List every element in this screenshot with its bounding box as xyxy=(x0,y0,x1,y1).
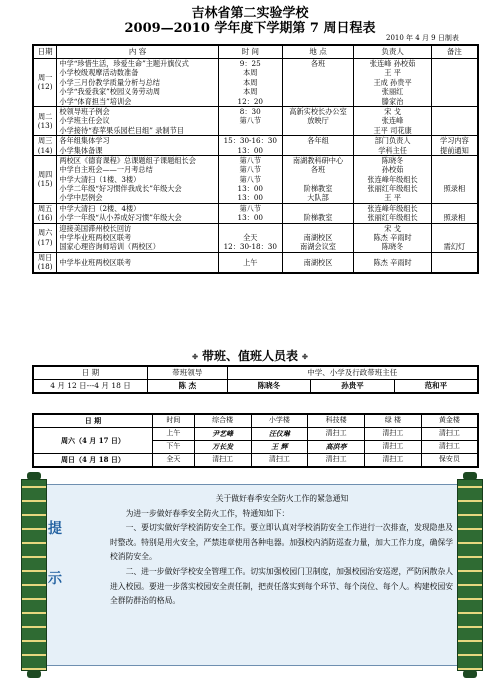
schedule-day xyxy=(33,136,57,156)
schedule-places-line xyxy=(283,204,354,213)
schedule-notes-cell xyxy=(431,136,478,156)
schedule-places-line xyxy=(283,175,354,184)
duty-header-date: 日 期 xyxy=(33,366,147,380)
weekend-cell: 清扫工 xyxy=(421,441,478,454)
schedule-times-line xyxy=(219,224,282,233)
schedule-notes-cell xyxy=(431,106,478,135)
schedule-places-cell xyxy=(282,136,354,156)
notice-line: 为进一步做好春季安全防火工作，特通知如下： xyxy=(125,508,290,518)
schedule-people-line: 张连峰 xyxy=(381,116,404,126)
schedule-times-line: 本周 xyxy=(243,68,258,78)
schedule-items-line: 小学校级观摩活动数准备 xyxy=(59,68,139,78)
schedule-day xyxy=(33,203,57,223)
schedule-people-line: 孙校茹 xyxy=(381,165,404,175)
schedule-people-line: 宋 戈 xyxy=(384,223,401,233)
schedule-day xyxy=(33,223,57,252)
schedule-notes-line xyxy=(432,126,477,135)
day-number: (14) xyxy=(37,145,53,155)
schedule-places-line xyxy=(283,68,354,77)
duty-manager-3: 范和平 xyxy=(394,380,478,394)
weekend-cell: 高洪亭 xyxy=(308,441,365,454)
schedule-people-line: 陈杰 辛雨时 xyxy=(373,257,412,267)
schedule-notes-line: 提前通知 xyxy=(440,145,469,155)
notice-title: 关于做好春季安全防火工作的紧急通知 xyxy=(215,494,349,503)
weekend-cell: 清扫工 xyxy=(308,454,365,468)
weekend-cell: 清扫工 xyxy=(308,428,365,441)
weekend-cell: 万长发 xyxy=(194,441,251,454)
schedule-items-line: 小学中层例会 xyxy=(59,193,103,203)
schedule-header-cell: 地 点 xyxy=(282,45,354,59)
schedule-notes-line xyxy=(432,224,477,233)
weekend-header-time: 时间 xyxy=(152,414,194,428)
day-number: (18) xyxy=(37,262,53,272)
schedule-times-line: 13：00 xyxy=(237,145,263,155)
duty-header-managers: 中学、小学及行政带班主任 xyxy=(227,366,478,380)
schedule-people-line: 陈杰 辛雨时 xyxy=(373,233,412,243)
schedule-people-cell xyxy=(354,223,431,252)
weekend-header-b5: 黄金楼 xyxy=(421,414,478,428)
schedule-items-cell xyxy=(57,59,219,107)
schedule-times-line: 13：00 xyxy=(237,184,263,194)
schedule-people-line: 王平 司花康 xyxy=(373,125,412,135)
schedule-places-cell xyxy=(282,223,354,252)
schedule-header-cell: 日期 xyxy=(33,45,57,59)
schedule-people-line: 张丽红年级组长 xyxy=(367,184,418,194)
weekend-cell: 汪仪琳 xyxy=(251,428,308,441)
schedule-items-line: 两校区《德育课程》总课题组子课题组长会 xyxy=(59,155,196,165)
schedule-times-line: 全天 xyxy=(243,233,258,243)
schedule-places-line: 阶梯教室 xyxy=(303,184,333,194)
schedule-notes-line xyxy=(432,107,477,116)
schedule-notes-line xyxy=(432,68,477,77)
schedule-notes-line xyxy=(432,258,477,267)
schedule-notes-line xyxy=(432,165,477,174)
day-label: 周一 xyxy=(37,73,53,83)
weekend-cell: 清扫工 xyxy=(251,454,308,468)
schedule-row xyxy=(33,252,478,272)
weekend-cell: 清扫工 xyxy=(364,441,421,454)
schedule-notes-line: 需幻灯 xyxy=(443,242,466,252)
schedule-places-line: 南湖校区 xyxy=(303,233,333,243)
schedule-notes-line xyxy=(432,97,477,106)
weekend-header-b3: 科技楼 xyxy=(308,414,365,428)
schedule-notes-line xyxy=(432,233,477,242)
schedule-places-line xyxy=(283,97,354,106)
day-number: (15) xyxy=(37,179,53,189)
date-note: 2010 年 4 月 9 日制表 xyxy=(386,34,459,42)
schedule-items-line: 小学“我爱我家”校园义务劳动周 xyxy=(59,87,161,97)
schedule-places-line: 南湖会议室 xyxy=(300,242,336,252)
schedule-times-cell xyxy=(218,155,282,203)
schedule-notes-line xyxy=(432,116,477,125)
weekend-header-b1: 综合楼 xyxy=(194,414,251,428)
schedule-people-cell xyxy=(354,136,431,156)
schedule-row xyxy=(33,59,478,107)
schedule-places-line: 各班 xyxy=(310,59,326,68)
weekend-cell: 清扫工 xyxy=(364,428,421,441)
notice-line: 二、进一步做好学校安全管理工作。切实加强校园门卫制度，加强校园治安巡逻，严防闲散杂人进入校园。要进一步落实校园安全责任制，把责任落实到每个环节、每个岗位、每个人。构建校园安全群防群治的格局。 xyxy=(110,566,454,606)
day-number: (12) xyxy=(37,82,53,92)
schedule-times-line: 本周 xyxy=(243,87,258,97)
weekend-cell: 清扫工 xyxy=(421,428,478,441)
weekend-duty-table xyxy=(32,413,479,468)
schedule-places-line: 阶梯教室 xyxy=(303,213,333,223)
day-number: (16) xyxy=(37,213,53,223)
schedule-items-line: 国家心理咨询师培训（两校区） xyxy=(59,242,160,252)
schedule-items-cell xyxy=(57,252,219,272)
schedule-places-line: 各年组 xyxy=(307,136,329,146)
schedule-times-line xyxy=(219,126,282,135)
notice-line: 一、要切实做好学校消防安全工作。要立即认真对学校消防安全工作进行一次排查，发现隐患及时整改。特别是用火安全，严禁违章使用各种电器。加强校内消防巡查力量，加大工作力度，确保学校消防安全。 xyxy=(110,523,454,562)
schedule-places-cell xyxy=(282,252,354,272)
schedule-times-line: 本周 xyxy=(243,77,258,87)
schedule-items-line: 中学大清扫（1楼、3楼） xyxy=(59,174,141,184)
schedule-notes-line: 照录相 xyxy=(443,213,466,223)
schedule-notes-cell xyxy=(431,155,478,203)
schedule-times-line: 9：25 xyxy=(239,59,261,68)
day-label: 周六 xyxy=(37,228,53,238)
schedule-places-cell xyxy=(282,155,354,203)
schedule-notes-line xyxy=(432,193,477,202)
schedule-times-line: 第八节 xyxy=(239,116,262,126)
schedule-notes-cell xyxy=(431,203,478,223)
schedule-title: 2009—2010 学年度下学期第 7 周日程表 xyxy=(124,21,376,36)
duty-leader: 陈 杰 xyxy=(147,380,227,394)
schedule-times-cell xyxy=(218,203,282,223)
schedule-items-line: 小学三月份教学质量分析与总结 xyxy=(59,77,160,87)
schedule-header-cell: 时 间 xyxy=(218,45,282,59)
schedule-people-cell xyxy=(354,106,431,135)
weekend-cell: 清扫工 xyxy=(364,454,421,468)
schedule-people-cell xyxy=(354,155,431,203)
schedule-notes-line xyxy=(432,78,477,87)
schedule-notes-line xyxy=(432,87,477,96)
schedule-people-line: 王成 孙贵平 xyxy=(373,77,412,87)
schedule-items-line: 小学一年级“从小养成好习惯”年级大会 xyxy=(59,213,182,223)
school-title: 吉林省第二实验学校 xyxy=(191,6,309,21)
schedule-items-line: 中学毕业班两校区联考 xyxy=(59,233,132,243)
weekend-cell: 王 辉 xyxy=(251,441,308,454)
schedule-times-cell xyxy=(218,136,282,156)
schedule-row xyxy=(33,106,478,135)
weekend-header-b2: 小学楼 xyxy=(251,414,308,428)
schedule-people-line: 张连峰 孙校茹 xyxy=(369,59,416,68)
schedule-times-line: 13：00 xyxy=(237,213,263,223)
schedule-items-line: 小学接待“春苹果乐园栏目组” 录制节目 xyxy=(59,125,184,135)
schedule-places-cell xyxy=(282,59,354,107)
schedule-times-line: 第八节 xyxy=(239,155,262,165)
weekend-saturday: 周六（4 月 17 日） xyxy=(33,428,152,454)
schedule-places-line xyxy=(283,87,354,96)
scroll-rod-right xyxy=(457,479,483,671)
schedule-people-line: 宋 戈 xyxy=(384,106,401,116)
schedule-notes-cell xyxy=(431,223,478,252)
schedule-people-cell xyxy=(354,59,431,107)
schedule-items-line: 中学毕业班两校区联考 xyxy=(59,257,132,267)
schedule-places-line xyxy=(283,126,354,135)
schedule-header-cell: 负责人 xyxy=(354,45,431,59)
schedule-places-line: 南湖校区 xyxy=(303,257,333,267)
duty-header-leader: 带班领导 xyxy=(147,366,227,380)
schedule-people-line: 滕家治 xyxy=(381,96,404,106)
schedule-people-line: 王 平 xyxy=(384,68,401,78)
schedule-day xyxy=(33,155,57,203)
weekend-cell: 尹艺峰 xyxy=(194,428,251,441)
schedule-items-cell xyxy=(57,223,219,252)
day-number: (13) xyxy=(37,121,53,131)
schedule-notes-cell xyxy=(431,59,478,107)
day-label: 周三 xyxy=(37,136,53,146)
notice-label-shi: 示 xyxy=(48,571,62,587)
schedule-table xyxy=(32,44,479,274)
schedule-items-cell xyxy=(57,106,219,135)
schedule-people-line: 陈晓冬 xyxy=(381,155,404,165)
notice-label-ti: 提 xyxy=(48,521,62,537)
schedule-items-cell xyxy=(57,155,219,203)
weekend-sunday: 周日（4 月 18 日） xyxy=(33,454,152,468)
schedule-header-cell: 内 容 xyxy=(57,45,219,59)
schedule-items-line: 迎接美国滞州校长回访 xyxy=(59,223,132,233)
schedule-notes-line xyxy=(432,156,477,165)
schedule-times-cell xyxy=(218,223,282,252)
schedule-times-line: 上午 xyxy=(243,257,258,267)
schedule-people-line: 张丽红 xyxy=(381,87,404,97)
schedule-items-line: 小学二年级“好习惯伴我成长”年级大会 xyxy=(59,184,182,194)
weekend-cell: 清扫工 xyxy=(194,454,251,468)
schedule-items-line: 小学集体备课 xyxy=(59,145,103,155)
duty-title: ✤ 带班、值班人员表 ✤ xyxy=(0,347,500,364)
schedule-places-line xyxy=(283,78,354,87)
schedule-day xyxy=(33,106,57,135)
weekend-time: 全天 xyxy=(152,454,194,468)
weekend-cell: 保安员 xyxy=(421,454,478,468)
schedule-places-line xyxy=(283,146,354,155)
schedule-times-line: 15：30-16：30 xyxy=(223,136,277,146)
schedule-times-line: 13：00 xyxy=(237,193,263,203)
schedule-notes-line: 照录相 xyxy=(443,184,466,194)
schedule-notes-cell xyxy=(431,252,478,272)
schedule-day xyxy=(33,252,57,272)
duty-date: 4 月 12 日---4 月 18 日 xyxy=(33,380,147,394)
schedule-items-line: 中学“珍惜生活，珍爱生命”主题升旗仪式 xyxy=(59,59,189,68)
schedule-people-cell xyxy=(354,252,431,272)
schedule-row xyxy=(33,223,478,252)
schedule-items-cell xyxy=(57,203,219,223)
schedule-people-line: 王 平 xyxy=(384,193,401,203)
schedule-people-line: 学科主任 xyxy=(378,145,407,155)
weekend-time: 上午 xyxy=(152,428,194,441)
day-label: 周日 xyxy=(37,252,53,262)
day-label: 周二 xyxy=(37,111,53,121)
schedule-notes-line xyxy=(432,59,477,68)
schedule-places-line: 各班 xyxy=(310,165,326,175)
schedule-row xyxy=(33,155,478,203)
schedule-times-cell xyxy=(218,106,282,135)
schedule-places-line xyxy=(283,224,354,233)
schedule-items-line: 各年组集体学习 xyxy=(59,136,110,146)
schedule-places-line: 放映厅 xyxy=(307,116,329,126)
schedule-places-cell xyxy=(282,106,354,135)
duty-manager-2: 孙贵平 xyxy=(311,380,395,394)
day-label: 周五 xyxy=(37,203,53,213)
schedule-items-line: 中学大清扫（2楼、4楼） xyxy=(59,203,141,213)
schedule-places-line: 高新实校长办公室 xyxy=(289,106,347,116)
schedule-times-cell xyxy=(218,59,282,107)
schedule-header-row xyxy=(33,45,478,59)
schedule-items-cell xyxy=(57,136,219,156)
schedule-header-cell: 备注 xyxy=(431,45,478,59)
day-label: 周四 xyxy=(37,169,53,179)
day-number: (17) xyxy=(37,237,53,247)
schedule-times-cell xyxy=(218,252,282,272)
notice-text xyxy=(110,492,454,609)
schedule-times-line: 12：30-18：30 xyxy=(223,242,277,252)
weekend-time: 下午 xyxy=(152,441,194,454)
schedule-items-line: 小学班主任会议 xyxy=(59,116,110,126)
schedule-times-line: 第八节 xyxy=(239,165,262,175)
schedule-row xyxy=(33,203,478,223)
weekend-header-date: 日 期 xyxy=(33,414,152,428)
weekend-header-b4: 绿 楼 xyxy=(364,414,421,428)
schedule-places-line: 南湖教科研中心 xyxy=(292,155,344,165)
schedule-people-cell xyxy=(354,203,431,223)
schedule-times-line: 8：30 xyxy=(239,106,261,116)
schedule-people-line: 张连峰年级组长 xyxy=(367,203,418,213)
schedule-items-line: 中学自主班会——一月考总结 xyxy=(59,165,153,175)
schedule-items-line: 小学“体育担当”培训会 xyxy=(59,96,132,106)
schedule-row xyxy=(33,136,478,156)
schedule-times-line: 第八节 xyxy=(239,174,262,184)
schedule-times-line: 12：20 xyxy=(237,96,263,106)
schedule-notes-line: 学习内容 xyxy=(440,136,469,146)
schedule-times-line: 第八节 xyxy=(239,203,262,213)
schedule-day xyxy=(33,59,57,107)
schedule-notes-line xyxy=(432,175,477,184)
schedule-people-line: 张连峰年级组长 xyxy=(367,174,418,184)
schedule-people-line: 陈晓冬 xyxy=(381,242,404,252)
duty-table xyxy=(32,365,479,394)
schedule-places-cell xyxy=(282,203,354,223)
schedule-people-line: 部门负责人 xyxy=(374,136,411,146)
schedule-notes-line xyxy=(432,204,477,213)
schedule-items-line: 校领导班子例会 xyxy=(59,106,110,116)
schedule-people-line: 张丽红年级组长 xyxy=(367,213,418,223)
duty-manager-1: 陈晓冬 xyxy=(227,380,311,394)
schedule-places-line: 大队部 xyxy=(307,193,329,203)
